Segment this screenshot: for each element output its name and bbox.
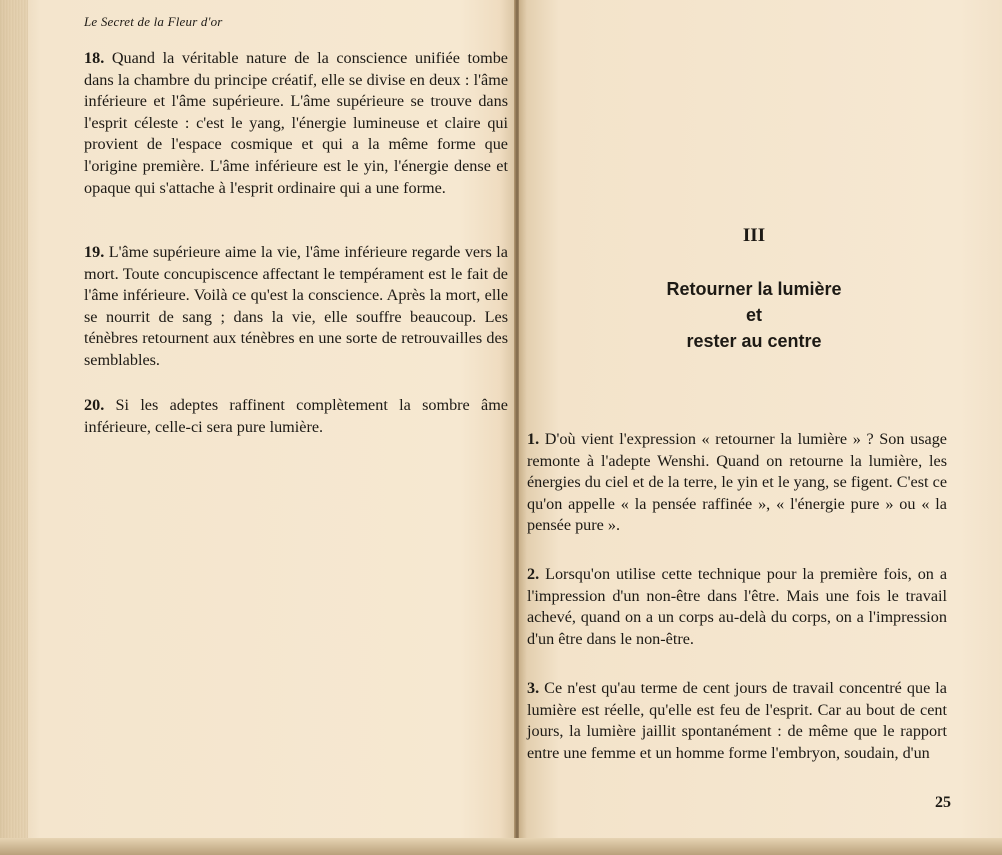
paragraph-text: Si les adeptes raffinent complètement la sombre âme inférieure, celle-ci sera pure lumière. <box>84 396 508 436</box>
paragraph-19 <box>84 242 508 372</box>
paragraph-3 <box>527 678 947 764</box>
chapter-title-line: Retourner la lumière <box>666 279 842 299</box>
page-number: 25 <box>935 794 951 811</box>
chapter-title <box>579 276 929 354</box>
book-bottom-edge <box>0 838 1002 855</box>
paragraph-number: 20. <box>84 396 105 414</box>
paragraph-number: 19. <box>84 243 105 261</box>
chapter-number: III <box>742 225 766 246</box>
paragraph-text: Quand la véritable nature de la conscience unifiée tombe dans la chambre du principe créatif, elle se divise en deux : l'âme inférieure et l'âme supérieure. L'âme supérieure se trouve dans l'esprit céleste : c'est le yang, l'énergie lumineuse et claire qui provient de l'espace cosmique et qui a la même forme que l'origine première. L'âme inférieure est le yin, l'énergie dense et opaque qui s'attache à l'esprit ordinaire qui a une forme. <box>84 49 508 197</box>
chapter-title-line: rester au centre <box>686 331 822 351</box>
paragraph-2 <box>527 564 947 650</box>
chapter-title-line: et <box>745 305 762 325</box>
page-edges <box>0 0 28 855</box>
right-page <box>519 0 1002 855</box>
paragraph-number: 18. <box>84 49 105 67</box>
paragraph-text: D'où vient l'expression « retourner la lumière » ? Son usage remonte à l'adepte Wenshi. Quand on retourne la lumière, les énergies du ciel et de la terre, le yin et le yang, se figent. C'est ce qu'on appelle « la pensée raffinée », « l'énergie pure » ou « la pensée pure ». <box>527 430 947 535</box>
paragraph-20 <box>84 395 508 438</box>
paragraph-1 <box>527 429 947 537</box>
paragraph-18 <box>84 48 508 199</box>
paragraph-number: 3. <box>527 679 540 697</box>
paragraph-text: Ce n'est qu'au terme de cent jours de travail concentré que la lumière est réelle, qu'elle est feu de l'esprit. Car au bout de cent jours, la lumière jaillit spontanément : de même que le rapport entre une femme et un homme forme l'embryon, soudain, d'un <box>527 679 947 762</box>
running-head: Le Secret de la Fleur d'or <box>84 14 223 29</box>
paragraph-text: L'âme supérieure aime la vie, l'âme inférieure regarde vers la mort. Toute concupiscence affectant le tempérament est le fait de l'âme inférieure. Voilà ce qu'est la conscience. Après la mort, elle se nourrit de sang ; dans la vie, elle souffre beaucoup. Les ténèbres retournent aux ténèbres en une sorte de retrouvailles des semblables. <box>84 243 508 369</box>
paragraph-number: 1. <box>527 430 540 448</box>
paragraph-text: Lorsqu'on utilise cette technique pour la première fois, on a l'impression d'un non-être dans l'être. Mais une fois le travail achevé, quand on a un corps au-delà du corps, on a l'impression d'un être dans le non-être. <box>527 565 947 648</box>
paragraph-number: 2. <box>527 565 540 583</box>
